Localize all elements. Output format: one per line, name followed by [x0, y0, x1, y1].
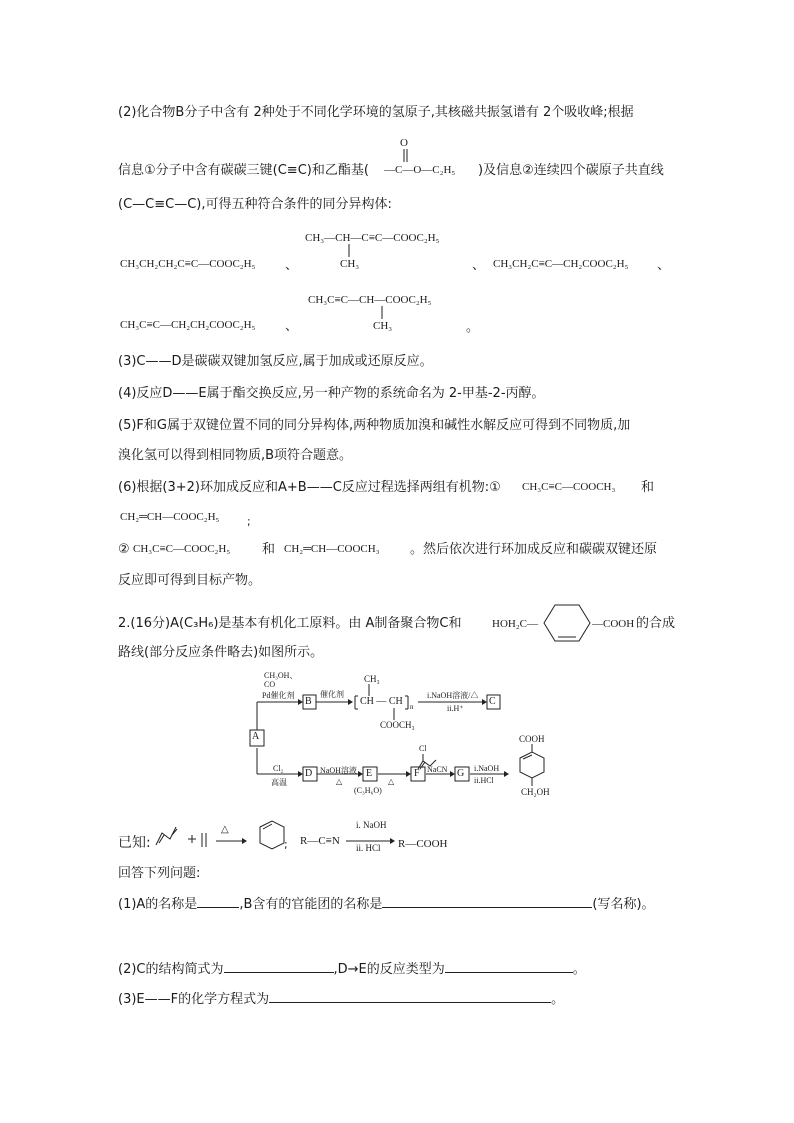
reagent-4: CH₂═CH—COOCH₃ — [284, 543, 380, 555]
polymer-methyl: CH₃ — [364, 674, 380, 684]
isomer-5-main: CH₃C≡C—CH—COOC₂H₅ — [308, 294, 432, 306]
answer-blank-b-groups[interactable] — [382, 893, 592, 908]
isomer-3: CH₃CH₂C≡C—CH₂COOC₂H₅ — [493, 258, 629, 270]
answer-2-line1: (2)化合物B分子中含有 2种处于不同化学环境的氢原子,其核磁共振氢谱有 2个吸收峰;根据 — [118, 105, 634, 120]
polymer-ester: COOCH₃ — [380, 720, 415, 730]
question-2-intro: 2.(16分)A(C₃H₆)是基本有机化工原料。由 A制备聚合物C和 — [118, 616, 462, 631]
answer-5-line1: (5)F和G属于双键位置不同的同分异构体,两种物质加溴和碱性水解反应可得到不同物质,加 — [118, 418, 631, 433]
known-condition-i: i. NaOH — [356, 820, 387, 830]
separator: 、 — [472, 258, 486, 273]
compound-E-label: E — [366, 768, 373, 779]
reagent-3: CH₃C≡C—COOC₂H₅ — [133, 543, 231, 555]
condition-chlorine: Cl₂ — [273, 764, 284, 773]
known-condition-ii: ii. HCl — [356, 843, 381, 853]
carboxylic-acid: R—COOH — [398, 838, 448, 850]
answer-6-item2: ② — [118, 542, 130, 557]
condition-naoh-solution: NaOH溶液 — [320, 766, 357, 775]
polymer-backbone: CH — CH — [360, 696, 403, 707]
reagent-2: CH₂═CH—COOC₂H₅ — [120, 511, 220, 523]
carbonyl-double-bond — [402, 149, 410, 163]
isomer-2-branch-bond — [346, 244, 352, 258]
separator: 、 — [285, 258, 299, 273]
question-2-stem: (2)C的结构简式为 ,D→E的反应类型为 。 — [118, 958, 586, 980]
isomer-5-methyl: CH₃ — [373, 320, 393, 332]
condition-hydrolysis-1: i.NaOH溶液/△ — [427, 691, 479, 700]
condition-pd-catalyst: Pd催化剂 — [262, 691, 295, 700]
target-left-group: HOH₂C— — [492, 618, 539, 630]
answer-blank-equation[interactable] — [269, 988, 551, 1003]
condition-hydrolysis-2: ii.H⁺ — [447, 704, 464, 713]
end-period: 。 — [466, 320, 480, 335]
question-2-intro-line2: 路线(部分反应条件略去)如图所示。 — [118, 645, 324, 660]
question-2-intro-b: 的合成 — [636, 616, 676, 631]
isomer-2-methyl: CH₃ — [340, 258, 360, 270]
known-label: 已知: — [118, 835, 151, 851]
target-right-group: —COOH — [592, 618, 635, 630]
answer-blank-a-name[interactable] — [197, 893, 239, 908]
and-word: 和 — [262, 542, 276, 557]
and-word: 和 — [641, 480, 655, 495]
answer-prompt: 回答下列问题: — [118, 866, 201, 881]
answer-blank-reaction-type[interactable] — [445, 958, 573, 973]
isomer-2-main: CH₃—CH—C≡C—COOC₂H₅ — [305, 232, 440, 244]
compound-D-label: D — [305, 768, 313, 779]
question-3-stem: (3)E——F的化学方程式为 。 — [118, 988, 564, 1010]
known-semicolon: ; — [284, 838, 288, 851]
answer-2-line2b: )及信息②连续四个碳原子共直线 — [478, 163, 664, 178]
ester-carbonyl-oxygen: O — [400, 137, 408, 149]
synthesis-scheme — [240, 668, 580, 808]
compound-B-label: B — [305, 696, 312, 707]
condition-methanol: CH₃OH、 — [264, 671, 298, 680]
reagent-1: CH₃C≡C—COOCH₃ — [522, 481, 616, 493]
product-ch2oh: CH₂OH — [521, 787, 550, 797]
condition-g-1: i.NaOH — [474, 764, 500, 773]
separator: 、 — [657, 258, 671, 273]
isomer-4: CH₃C≡C—CH₂CH₂COOC₂H₅ — [120, 319, 256, 331]
isomer-5-branch-bond — [379, 306, 385, 320]
isomer-1: CH₃CH₂CH₂C≡C—COOC₂H₅ — [120, 258, 256, 270]
product-cooh: COOH — [519, 734, 545, 744]
answer-4: (4)反应D——E属于酯交换反应,另一种产物的系统命名为 2-甲基-2-丙醇。 — [118, 386, 545, 401]
target-cyclohexene-ring — [542, 601, 594, 645]
answer-6-line3b: 。然后依次进行环加成反应和碳碳双键还原 — [410, 542, 658, 557]
answer-5-line2: 溴化氢可以得到相同物质,B项符合题意。 — [118, 448, 353, 463]
answer-2-line2a: 信息①分子中含有碳碳三键(C≡C)和乙酯基( — [118, 163, 369, 178]
condition-heat: △ — [336, 777, 343, 786]
compound-E-formula: (C₃H₆O) — [354, 786, 382, 795]
compound-G-label: G — [457, 768, 465, 779]
nitrile: R—C≡N — [300, 835, 340, 847]
condition-heat-2: △ — [388, 777, 395, 786]
condition-catalyst: 催化剂 — [320, 690, 344, 699]
question-1-stem: (1)A的名称是 ,B含有的官能团的名称是 (写名称)。 — [118, 893, 655, 915]
known-heat: △ — [221, 824, 229, 835]
semicolon: ; — [247, 515, 251, 528]
separator: 、 — [285, 319, 299, 334]
compound-A-label: A — [252, 731, 260, 742]
answer-3: (3)C——D是碳碳双键加氢反应,属于加成或还原反应。 — [118, 354, 433, 369]
condition-high-temp: 高温 — [271, 778, 287, 787]
ester-group-formula: —C—O—C₂H₅ — [384, 164, 456, 176]
answer-2-line3: (C—C≡C—C),可得五种符合条件的同分异构体: — [118, 197, 392, 212]
condition-co: CO — [264, 680, 276, 689]
condition-g-2: ii.HCl — [474, 776, 494, 785]
condition-nacn: NaCN — [427, 765, 448, 774]
diene-chlorine: Cl — [419, 744, 427, 753]
answer-blank-c-structure[interactable] — [224, 958, 334, 973]
compound-C-label: C — [489, 696, 496, 707]
answer-6-line4: 反应即可得到目标产物。 — [118, 573, 262, 588]
polymer-n: n — [410, 703, 414, 711]
answer-6-line1: (6)根据(3+2)环加成反应和A+B——C反应过程选择两组有机物:① — [118, 480, 501, 495]
compound-F-label: F — [414, 768, 420, 779]
